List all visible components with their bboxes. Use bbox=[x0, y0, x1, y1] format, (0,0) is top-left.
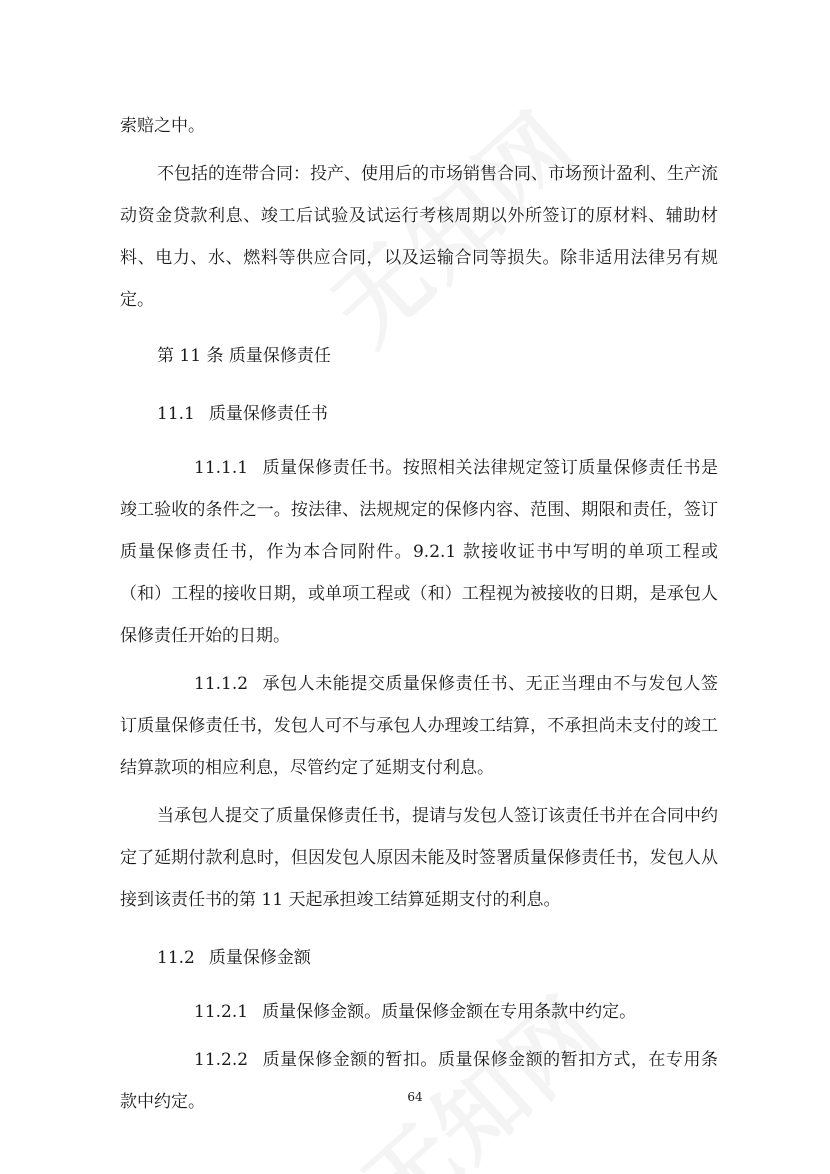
section-number: 11.2 bbox=[157, 948, 195, 968]
paragraph-continuation: 索赔之中。 bbox=[120, 116, 205, 136]
clause-number: 11.1.1 bbox=[194, 458, 249, 478]
clause-text: 承包人未能提交质量保修责任书、无正当理由不与发包人签订质量保修责任书，发包人可不与承包人办理竣工结算，不承担尚未支付的竣工结算款项的相应利息，尽管约定了延期支付利息。 bbox=[120, 674, 718, 778]
clause-number: 11.2.1 bbox=[194, 1002, 249, 1022]
clause-text: 质量保修金额的暂扣。质量保修金额的暂扣方式，在专用条款中约定。 bbox=[120, 1050, 718, 1112]
section-title: 质量保修金额 bbox=[208, 948, 311, 968]
clause-number: 11.1.2 bbox=[194, 674, 249, 694]
clause-number: 11.2.2 bbox=[194, 1050, 249, 1070]
section-11-2-heading bbox=[120, 937, 718, 979]
clause-11-2-2 bbox=[120, 1039, 718, 1123]
page-number: 64 bbox=[407, 1090, 423, 1104]
clause-text: 质量保修金额。质量保修金额在专用条款中约定。 bbox=[262, 1002, 637, 1022]
clause-text: 质量保修责任书。按照相关法律规定签订质量保修责任书是竣工验收的条件之一。按法律、法规规定的保修内容、范围、期限和责任，签订质量保修责任书，作为本合同附件。9.2.1 款接收证书中写明的单项工程或（和）工程的接收日期，或单项工程或（和）工程视为被接收的日期，是承包人保修责任开始的日期。 bbox=[120, 458, 718, 646]
article-11-heading: 第 11 条 质量保修责任 bbox=[157, 346, 331, 366]
page-body bbox=[120, 105, 718, 1123]
section-number: 11.1 bbox=[157, 404, 195, 424]
paragraph-excluded-contracts: 不包括的连带合同：投产、使用后的市场销售合同、市场预计盈利、生产流动资金贷款利息、竣工后试验及试运行考核周期以外所签订的原材料、辅助材料、电力、水、燃料等供应合同，以及运输合同等损失。除非适用法律另有规定。 bbox=[120, 164, 718, 310]
clause-11-1-2 bbox=[120, 663, 718, 789]
clause-11-2-1 bbox=[120, 991, 718, 1033]
paragraph-delayed-signature: 当承包人提交了质量保修责任书，提请与发包人签订该责任书并在合同中约定了延期付款利息时，但因发包人原因未能及时签署质量保修责任书，发包人从接到该责任书的第 11 天起承担竣工结算延期支付的利息。 bbox=[120, 806, 718, 910]
section-11-1-heading bbox=[120, 393, 718, 435]
clause-11-1-1 bbox=[120, 447, 718, 657]
section-title: 质量保修责任书 bbox=[208, 404, 328, 424]
